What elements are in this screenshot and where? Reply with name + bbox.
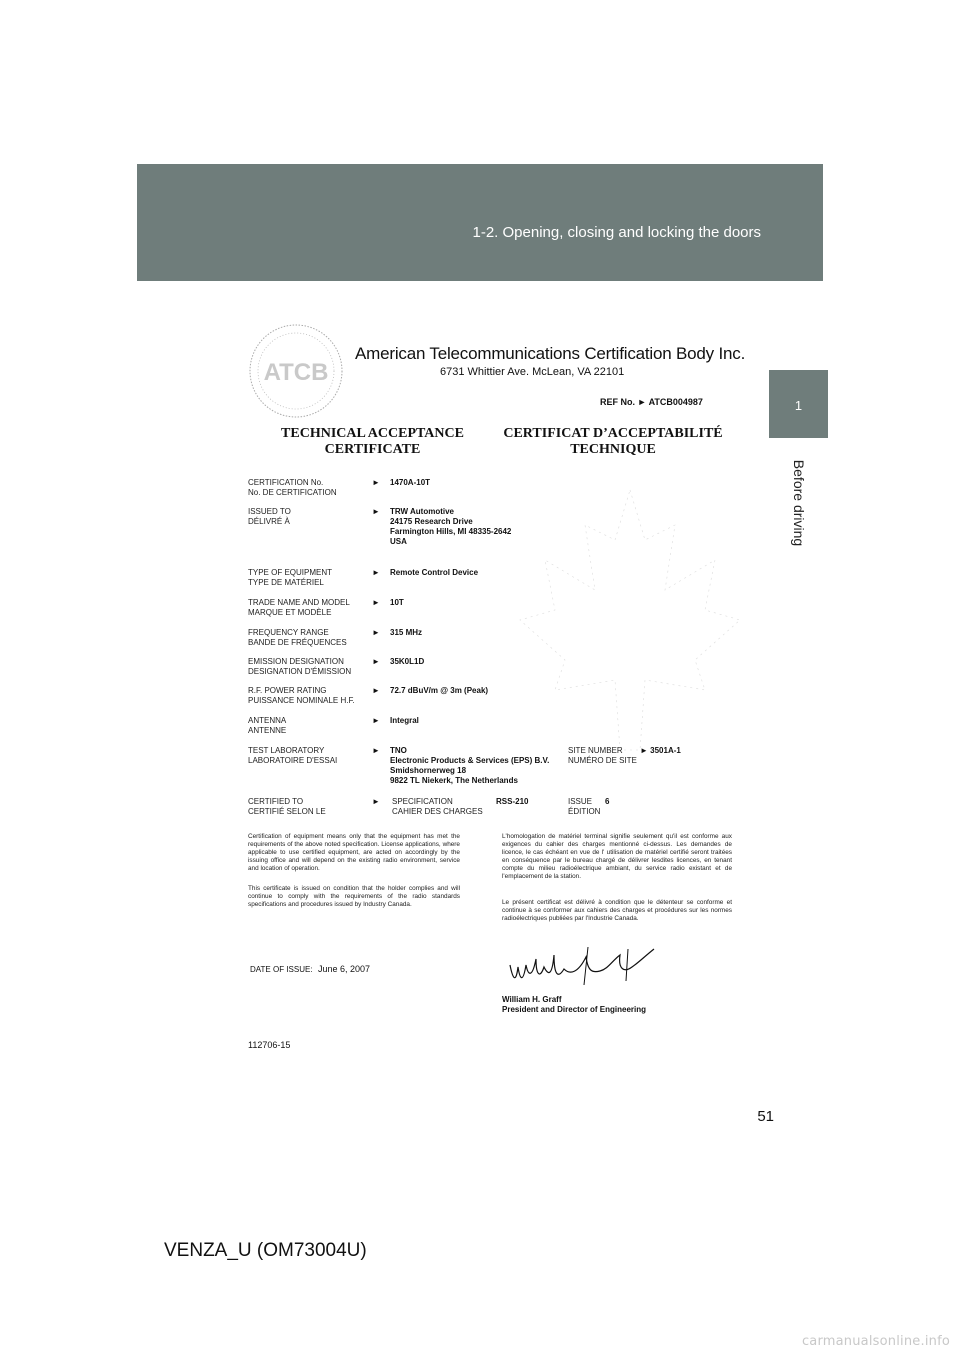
row-value: 35K0L1D <box>390 657 425 666</box>
chapter-number: 1 <box>794 398 803 413</box>
signer-block <box>502 995 646 1015</box>
title-english <box>260 426 485 458</box>
arrow-icon: ► <box>372 716 380 725</box>
header-band <box>137 164 823 281</box>
title-fr-line2: TECHNIQUE <box>570 442 656 457</box>
site-number-value: ► 3501A-1 <box>640 746 681 755</box>
signature-graphic <box>508 945 658 991</box>
chapter-label <box>769 448 828 558</box>
chapter-label-text: Before driving <box>790 459 807 547</box>
paragraph-en-2: This certificate is issued on condition that the holder complies and will continue to comply with the requirements of the radio standards specifications and procedures issued by Industry Canada. <box>248 885 460 908</box>
arrow-icon: ► <box>372 568 380 577</box>
specification-label: SPECIFICATION CAHIER DES CHARGES <box>392 797 483 816</box>
atcb-logo-text: ATCB <box>263 359 329 386</box>
date-of-issue-label: DATE OF ISSUE: <box>250 965 313 974</box>
row-label: CERTIFIED TO CERTIFIÉ SELON LE <box>248 797 326 816</box>
row-label: TRADE NAME AND MODEL MARQUE ET MODÈLE <box>248 598 350 617</box>
document-number: 112706-15 <box>248 1040 291 1050</box>
model-code: VENZA_U (OM73004U) <box>164 1240 367 1261</box>
signer-name: William H. Graff <box>502 995 562 1004</box>
row-label: ISSUED TO DÉLIVRÉ À <box>248 507 291 526</box>
row-value: TRW Automotive 24175 Research Drive Farmington Hills, MI 48335-2642 USA <box>390 507 512 546</box>
title-en-line1: TECHNICAL ACCEPTANCE <box>281 426 464 441</box>
chapter-tab[interactable] <box>769 370 828 438</box>
specification-value: RSS-210 <box>496 797 529 806</box>
reference-number: REF No. ► ATCB004987 <box>600 397 703 407</box>
row-label: ANTENNA ANTENNE <box>248 716 287 735</box>
row-value: Integral <box>390 716 419 725</box>
arrow-icon: ► <box>372 686 380 695</box>
arrow-icon: ► <box>372 628 380 637</box>
org-name: American Telecommunications Certification Body Inc. <box>355 344 746 363</box>
issue-label: ISSUE ÉDITION <box>568 797 601 816</box>
certificate <box>230 315 750 1075</box>
date-of-issue-value: June 6, 2007 <box>318 964 371 974</box>
arrow-icon: ► <box>372 797 380 806</box>
site-watermark: carmanualsonline.info <box>801 1334 950 1349</box>
paragraph-fr-2: Le présent certificat est délivré à condition que le détenteur se conforme et continue à se conformer aux cahiers des charges et procédures sur les normes radioélectriques publiées par l'Industrie Canada. <box>502 899 732 922</box>
atcb-seal-icon <box>248 323 344 419</box>
row-label: TYPE OF EQUIPMENT TYPE DE MATÉRIEL <box>248 568 333 587</box>
row-value: 72.7 dBuV/m @ 3m (Peak) <box>390 686 489 695</box>
arrow-icon: ► <box>372 657 380 666</box>
org-address: 6731 Whittier Ave. McLean, VA 22101 <box>440 366 625 378</box>
row-label: FREQUENCY RANGE BANDE DE FRÉQUENCES <box>248 628 347 647</box>
paragraph-en-1: Certification of equipment means only that the equipment has met the requirements of the above noted specification. License applications, where applicable to use certified equipment, are acted on accordingly by the issuing office and will depend on the existing radio environment, service and location of operation. <box>248 833 460 872</box>
arrow-icon: ► <box>372 598 380 607</box>
paragraph-fr-1: L'homologation de matériel terminal signifie seulement qu'il est conforme aux exigences du cahier des charges mentionné ci-dessus. Les demandes de licence, le cas échéant en vue de l' utilisation de matériel certifié seront traitées en conséquence par le bureau chargé de délivrer lesdites licences, en tenant compte du milieu radioélectrique ambiant, du service radio existant et de l'emplacement de la station. <box>502 833 732 880</box>
row-label: TEST LABORATORY LABORATOIRE D'ESSAI <box>248 746 338 765</box>
title-fr-line1: CERTIFICAT D’ACCEPTABILITÉ <box>503 426 723 441</box>
row-label: R.F. POWER RATING PUISSANCE NOMINALE H.F. <box>248 686 355 705</box>
arrow-icon: ► <box>372 507 380 516</box>
row-value: TNO Electronic Products & Services (EPS) B.V. Smidshornerweg 18 9822 TL Niekerk, The Netherlands <box>390 746 550 785</box>
signer-title: President and Director of Engineering <box>502 1005 647 1014</box>
arrow-icon: ► <box>372 746 380 755</box>
site-number-label: SITE NUMBER NUMÉRO DE SITE <box>568 746 637 765</box>
row-value: Remote Control Device <box>390 568 479 577</box>
title-en-line2: CERTIFICATE <box>324 442 421 457</box>
section-title: 1-2. Opening, closing and locking the doors <box>472 224 761 241</box>
arrow-icon: ► <box>372 478 380 487</box>
row-label: CERTIFICATION No. No. DE CERTIFICATION <box>248 478 337 497</box>
row-value: 10T <box>390 598 404 607</box>
row-value: 1470A-10T <box>390 478 431 487</box>
page-number: 51 <box>757 1108 774 1125</box>
issue-value: 6 <box>605 797 610 806</box>
row-value: 315 MHz <box>390 628 423 637</box>
title-french <box>488 426 738 458</box>
row-label: EMISSION DESIGNATION DESIGNATION D'ÉMISSION <box>248 657 352 676</box>
